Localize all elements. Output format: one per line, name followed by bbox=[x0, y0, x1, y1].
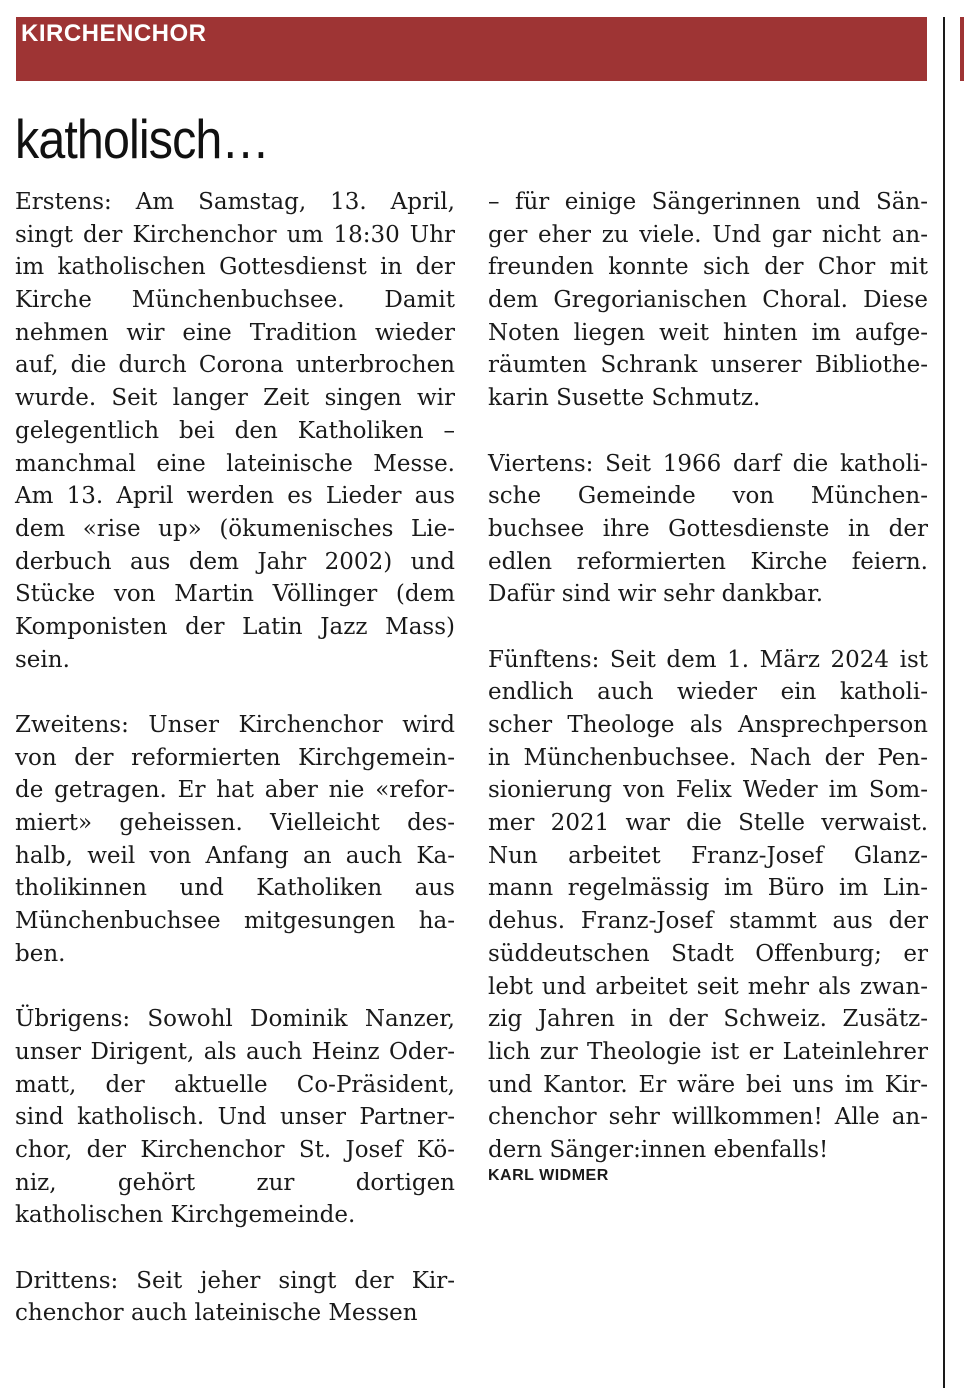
article-paragraph bbox=[15, 709, 455, 971]
text-line: singt der Kirchenchor um 18:30 Uhr bbox=[15, 221, 455, 248]
text-line: matt, der aktuelle Co-Präsident, bbox=[15, 1071, 455, 1098]
text-line: karin Susette Schmutz. bbox=[488, 385, 761, 412]
text-line: Übrigens: Sowohl Dominik Nanzer, bbox=[15, 1006, 455, 1033]
text-line: edlen reformierten Kirche feiern. bbox=[488, 548, 928, 575]
text-line: chenchor sehr willkommen! Alle an- bbox=[488, 1104, 928, 1131]
text-line: dem «rise up» (ökumenisches Lie- bbox=[15, 515, 455, 542]
article-paragraph bbox=[488, 644, 928, 1167]
text-line: räumten Schrank unserer Bibliothe- bbox=[488, 352, 928, 379]
text-line: sionierung von Felix Weder im Som- bbox=[488, 777, 928, 804]
text-line: nehmen wir eine Tradition wieder bbox=[15, 319, 455, 346]
article-paragraph bbox=[15, 186, 455, 676]
text-line: unser Dirigent, als auch Heinz Oder- bbox=[15, 1038, 455, 1065]
text-line: niz, gehört zur dortigen bbox=[15, 1169, 455, 1196]
author-byline: KARL WIDMER bbox=[488, 1166, 609, 1184]
text-line: Zweitens: Unser Kirchenchor wird bbox=[15, 712, 455, 738]
text-line: zig Jahren in der Schweiz. Zusätz- bbox=[488, 1006, 928, 1033]
text-line: süddeutschen Stadt Offenburg; er bbox=[488, 940, 928, 967]
text-line: Nun arbeitet Franz-Josef Glanz- bbox=[488, 842, 928, 869]
column-divider bbox=[943, 17, 945, 1388]
adjacent-banner-edge bbox=[960, 17, 964, 81]
text-line: Münchenbuchsee mitgesungen ha- bbox=[15, 908, 455, 935]
text-line: miert» geheissen. Vielleicht des- bbox=[15, 810, 455, 837]
text-line: ger eher zu viele. Und gar nicht an- bbox=[488, 221, 928, 248]
text-line: im katholischen Gottesdienst in der bbox=[15, 254, 455, 281]
text-line: halb, weil von Anfang an auch Ka- bbox=[15, 842, 455, 869]
section-label: KIRCHENCHOR bbox=[21, 20, 207, 47]
text-line: – für einige Sängerinnen und Sän- bbox=[488, 189, 928, 215]
article-column-1 bbox=[15, 186, 455, 1363]
text-line: chenchor auch lateinische Messen bbox=[15, 1300, 418, 1327]
text-line: in Münchenbuchsee. Nach der Pen- bbox=[488, 744, 928, 771]
text-line: Kirche Münchenbuchsee. Damit bbox=[15, 287, 455, 314]
text-line: manchmal eine lateinische Messe. bbox=[15, 450, 455, 477]
article-paragraph bbox=[15, 1003, 455, 1232]
article-column-2 bbox=[488, 186, 928, 1187]
text-line: freunden konnte sich der Chor mit bbox=[488, 254, 928, 281]
text-line: scher Theologe als Ansprechperson bbox=[488, 712, 928, 738]
text-line: sche Gemeinde von München- bbox=[488, 483, 928, 510]
text-line: sind katholisch. Und unser Partner- bbox=[15, 1104, 455, 1131]
text-line: Fünftens: Seit dem 1. März 2024 ist bbox=[488, 646, 928, 673]
text-line: de getragen. Er hat aber nie «refor- bbox=[15, 777, 455, 804]
text-line: wurde. Seit langer Zeit singen wir bbox=[15, 385, 455, 412]
text-line: tholikinnen und Katholiken aus bbox=[15, 875, 455, 902]
text-line: lebt und arbeitet seit mehr als zwan- bbox=[488, 973, 928, 1000]
text-line: und Kantor. Er wäre bei uns im Kir- bbox=[488, 1071, 928, 1098]
text-line: dem Gregorianischen Choral. Diese bbox=[488, 287, 928, 314]
text-line: von der reformierten Kirchgemein- bbox=[15, 744, 455, 771]
text-line: ben. bbox=[15, 940, 66, 967]
text-line: endlich auch wieder ein katholi- bbox=[488, 679, 928, 706]
text-line: Noten liegen weit hinten im aufge- bbox=[488, 319, 928, 346]
text-line: auf, die durch Corona unterbrochen bbox=[15, 352, 455, 379]
text-line: buchsee ihre Gottesdienste in der bbox=[488, 515, 928, 542]
text-line: gelegentlich bei den Katholiken – bbox=[15, 417, 455, 444]
text-line: Drittens: Seit jeher singt der Kir- bbox=[15, 1267, 455, 1294]
text-line: mer 2021 war die Stelle verwaist. bbox=[488, 810, 928, 837]
text-line: Erstens: Am Samstag, 13. April, bbox=[15, 189, 455, 215]
text-line: Viertens: Seit 1966 darf die katholi- bbox=[488, 450, 928, 477]
text-line: Komponisten der Latin Jazz Mass) bbox=[15, 613, 455, 640]
text-line: sein. bbox=[15, 646, 70, 673]
article-paragraph bbox=[488, 186, 928, 415]
text-line: chor, der Kirchenchor St. Josef Kö- bbox=[15, 1136, 455, 1163]
text-line: mann regelmässig im Büro im Lin- bbox=[488, 875, 928, 902]
text-line: katholischen Kirchgemeinde. bbox=[15, 1202, 356, 1229]
text-line: derbuch aus dem Jahr 2002) und bbox=[15, 548, 455, 575]
text-line: lich zur Theologie ist er Lateinlehrer bbox=[488, 1038, 928, 1065]
text-line: Dafür sind wir sehr dankbar. bbox=[488, 581, 824, 608]
article-headline: katholisch… bbox=[15, 108, 269, 170]
text-line: dern Sänger:innen ebenfalls! bbox=[488, 1136, 829, 1163]
article-paragraph bbox=[488, 448, 928, 611]
text-line: Am 13. April werden es Lieder aus bbox=[15, 483, 455, 510]
text-line: Stücke von Martin Völlinger (dem bbox=[15, 581, 455, 608]
section-banner bbox=[16, 17, 927, 81]
text-line: dehus. Franz-Josef stammt aus der bbox=[488, 908, 928, 935]
article-paragraph bbox=[15, 1265, 455, 1330]
